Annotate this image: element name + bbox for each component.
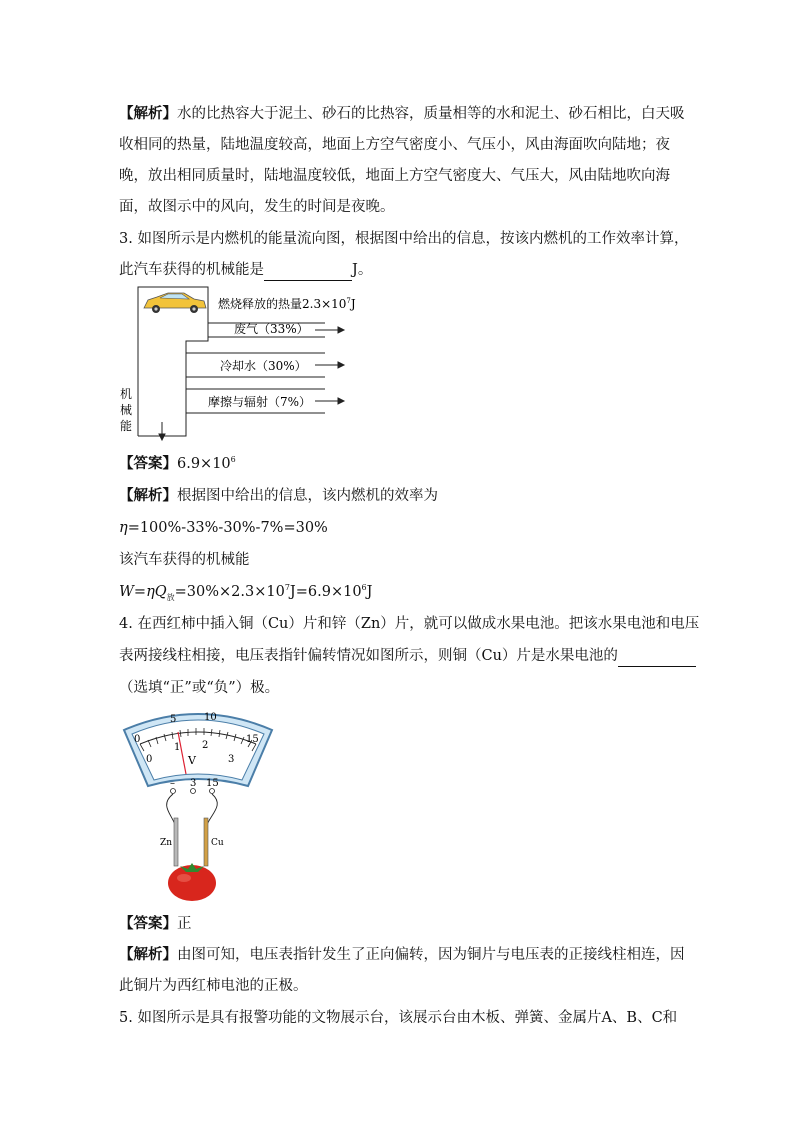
q4-answer: 【答案】正 — [119, 915, 192, 932]
lower-tick-3: 3 — [228, 754, 235, 765]
q3-answer: 【答案】$6.9\times 10^6$ — [119, 455, 236, 472]
mech-char-2: 械 — [120, 403, 133, 417]
mech-char-1: 机 — [120, 387, 133, 401]
q3-work-equation: $W=\eta Q_放=30\%\times 2.3\times 10^7J=6.9\times 10^6J$ — [119, 583, 373, 602]
cu-label: Cu — [211, 838, 224, 848]
q3-stem-line-2: 此汽车获得的机械能是 J。 — [119, 260, 372, 281]
q2-analysis-line-2: 收相同的热量，陆地温度较高，地面上方空气密度小、气压小，风由海面吹向陆地；夜 — [119, 137, 670, 153]
q3-stem-line-1: 3. 如图所示是内燃机的能量流向图，根据图中给出的信息，按该内燃机的工作效率计算， — [119, 231, 689, 247]
exhaust-label: 废气（33%） — [234, 322, 309, 336]
q3-efficiency-equation: η=100%-33%-30%-7%=30% — [119, 520, 328, 536]
q5-stem-line-1: 5. 如图所示是具有报警功能的文物展示台，该展示台由木板、弹簧、金属片A、B、C和 — [119, 1010, 678, 1026]
mech-char-3: 能 — [120, 419, 133, 433]
terminal-15: 15 — [206, 778, 219, 789]
analysis-tag: 【解析】 — [119, 105, 177, 122]
energy-flow-diagram — [110, 282, 370, 442]
terminal-minus: – — [170, 778, 175, 789]
friction-label: 摩擦与辐射（7%） — [208, 395, 312, 409]
lower-tick-0: 0 — [146, 754, 153, 765]
car-icon — [144, 293, 206, 313]
upper-tick-15: 15 — [246, 734, 259, 745]
upper-tick-10: 10 — [204, 712, 217, 723]
answer-blank — [618, 646, 696, 667]
q4-stem-line-3: （选填“正”或“负”）极。 — [119, 680, 280, 696]
q3-mech-line: 该汽车获得的机械能 — [119, 552, 250, 568]
lower-tick-1: 1 — [174, 742, 181, 753]
q4-stem-line-1: 4. 在西红柿中插入铜（Cu）片和锌（Zn）片，就可以做成水果电池。把该水果电池和电压 — [119, 616, 700, 632]
q3-analysis: 【解析】根据图中给出的信息，该内燃机的效率为 — [119, 487, 438, 504]
q2-analysis-line-1: 【解析】水的比热容大于泥土、砂石的比热容，质量相等的水和泥土、砂石相比，白天吸 — [119, 105, 685, 122]
zn-label: Zn — [160, 838, 173, 848]
tomato-icon — [168, 863, 216, 901]
unit-label: V — [188, 754, 196, 767]
voltmeter-diagram — [118, 706, 278, 906]
q4-analysis-line-2: 此铜片为西红柿电池的正极。 — [119, 978, 308, 994]
lower-tick-2: 2 — [202, 740, 209, 751]
cooling-label: 冷却水（30%） — [220, 359, 307, 373]
upper-tick-0: 0 — [134, 734, 141, 745]
q2-analysis-line-4: 面，故图示中的风向，发生的时间是夜晚。 — [119, 199, 395, 215]
q2-analysis-line-3: 晚，放出相同质量时，陆地温度较低，地面上方空气密度大、气压大，风由陆地吹向海 — [119, 168, 670, 184]
terminal-3: 3 — [190, 778, 197, 789]
heat-label: 燃烧释放的热量$2.3\times 10^7J$ — [218, 297, 356, 311]
q4-analysis-line-1: 【解析】由图可知，电压表指针发生了正向偏转，因为铜片与电压表的正接线柱相连，因 — [119, 946, 685, 963]
upper-tick-5: 5 — [170, 714, 177, 725]
answer-blank — [264, 260, 352, 281]
q4-stem-line-2: 表两接线柱相接，电压表指针偏转情况如图所示，则铜（Cu）片是水果电池的 — [119, 646, 696, 667]
